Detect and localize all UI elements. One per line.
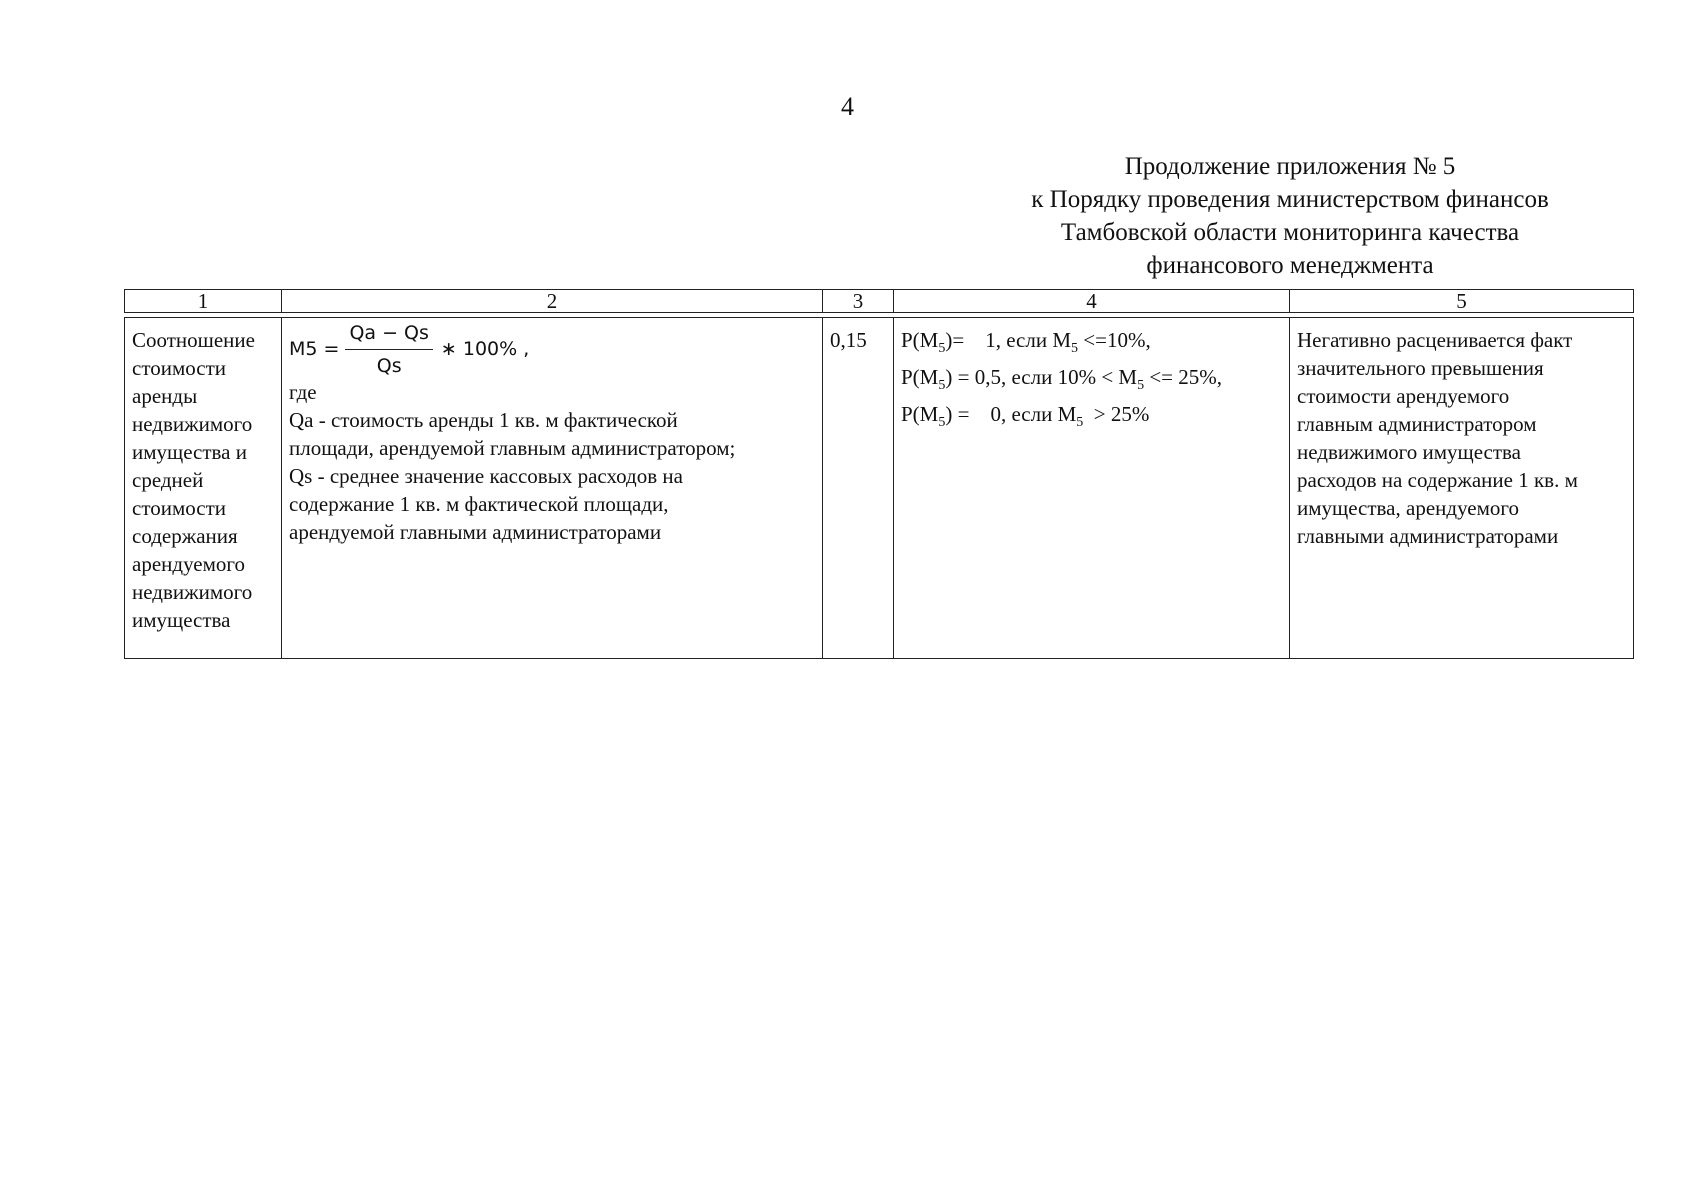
score-subscript: 5 <box>938 415 946 431</box>
score-text: > 25% <box>1083 402 1150 427</box>
criterion-line: аренды <box>132 384 198 408</box>
score-text: P(M <box>901 402 939 427</box>
formula <box>289 320 815 378</box>
description-line: главным администратором <box>1297 412 1537 436</box>
description-line: имущества, арендуемого <box>1297 496 1519 520</box>
description-line: Негативно расценивается факт <box>1297 328 1573 352</box>
criterion-line: недвижимого <box>132 412 253 436</box>
score-line <box>901 363 1282 400</box>
formula-text-line: Qs - среднее значение кассовых расходов на <box>289 464 683 488</box>
formula-text-line: содержание 1 кв. м фактической площади, <box>289 492 669 516</box>
score-text: <= 25%, <box>1144 365 1223 390</box>
description-line: стоимости арендуемого <box>1297 384 1510 408</box>
appendix-header <box>960 150 1620 282</box>
formula-text-line: Qa - стоимость аренды 1 кв. м фактической <box>289 408 678 432</box>
column-number-row <box>125 290 1634 313</box>
criterion-line: стоимости <box>132 496 227 520</box>
formula-tail: ∗ 100% , <box>440 338 530 360</box>
description-line: значительного превышения <box>1297 356 1544 380</box>
score-text: P(M <box>901 365 939 390</box>
criterion-line: средней <box>132 468 204 492</box>
formula-text-line: площади, арендуемой главным администратором; <box>289 436 736 460</box>
description-line: расходов на содержание 1 кв. м <box>1297 468 1578 492</box>
criterion-line: содержания <box>132 524 238 548</box>
header-line: финансового менеджмента <box>1146 252 1434 279</box>
score-text: <=10%, <box>1078 328 1151 352</box>
criterion-cell <box>125 318 282 659</box>
criterion-line: недвижимого <box>132 580 253 604</box>
formula-text-line: арендуемой главными администраторами <box>289 520 662 544</box>
formula-fraction <box>345 319 432 380</box>
criterion-line: стоимости <box>132 356 227 380</box>
formula-denominator: Qs <box>376 354 402 377</box>
description-line: главными администраторами <box>1297 524 1559 548</box>
score-subscript: 5 <box>1137 378 1145 394</box>
column-number: 3 <box>823 290 894 313</box>
score-text: P(M <box>901 328 939 352</box>
score-subscript: 5 <box>938 378 946 394</box>
formula-numerator: Qa − Qs <box>345 319 432 350</box>
column-number: 4 <box>894 290 1290 313</box>
column-number: 2 <box>282 290 823 313</box>
page-number: 4 <box>841 92 854 121</box>
score-text: ) = 0, если M <box>945 402 1077 427</box>
score-cell <box>894 318 1290 659</box>
header-line: Тамбовской области мониторинга качества <box>1060 219 1520 246</box>
criterion-line: арендуемого <box>132 552 245 576</box>
weight-value: 0,15 <box>830 328 867 352</box>
description-line: недвижимого имущества <box>1297 440 1521 464</box>
description-cell <box>1290 318 1634 659</box>
criterion-line: имущества и <box>132 440 247 464</box>
score-subscript: 5 <box>1071 341 1079 357</box>
criteria-table <box>124 289 1634 659</box>
table-row <box>125 318 1634 659</box>
score-text: ) = 0,5, если 10% < M <box>945 365 1138 390</box>
score-line <box>901 326 1282 363</box>
weight-cell <box>823 318 894 659</box>
column-number: 1 <box>125 290 282 313</box>
score-text: )= 1, если M <box>945 328 1072 352</box>
column-number: 5 <box>1290 290 1634 313</box>
criterion-line: Соотношение <box>132 328 255 352</box>
criterion-line: имущества <box>132 608 231 632</box>
header-line: к Порядку проведения министерством финансов <box>1031 186 1549 213</box>
score-subscript: 5 <box>1076 415 1084 431</box>
score-line <box>901 400 1282 437</box>
header-line: Продолжение приложения № 5 <box>1124 153 1456 180</box>
score-subscript: 5 <box>938 341 946 357</box>
formula-text-line: где <box>289 380 317 404</box>
formula-cell <box>282 318 823 659</box>
formula-lhs: M5 = <box>289 338 340 360</box>
